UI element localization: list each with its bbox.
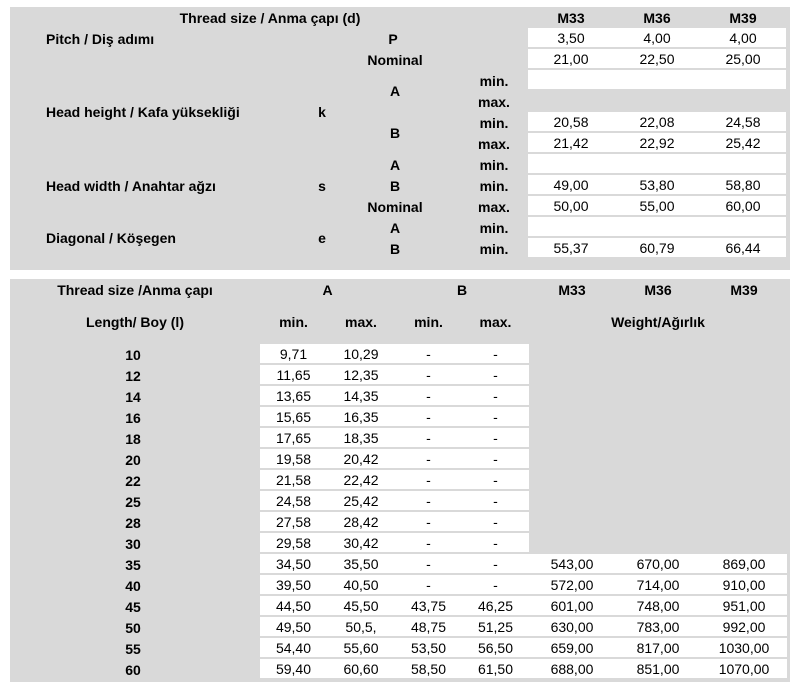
nominal-value: 25,00	[700, 49, 786, 70]
weight-cell	[701, 533, 787, 552]
empty-cell	[528, 154, 614, 175]
tolerance-cell: 43,75	[395, 596, 462, 615]
weight-cell: 748,00	[615, 596, 701, 615]
tolerance-cell: 25,42	[327, 491, 395, 510]
head-width-label: Head width / Anahtar ağzı	[46, 177, 216, 194]
tolerance-cell: 17,65	[260, 428, 327, 447]
tolerance-cell: -	[462, 344, 529, 363]
grade-a-label: A	[389, 219, 401, 236]
head-width-min: 53,80	[614, 175, 700, 196]
weight-cell	[615, 344, 701, 363]
tolerance-cell: 27,58	[260, 512, 327, 531]
weight-cell	[615, 470, 701, 489]
tolerance-cell: -	[395, 386, 462, 405]
size-header: M33	[558, 282, 586, 298]
weight-cell	[529, 491, 615, 510]
weight-cell	[615, 365, 701, 384]
grade-a-label: A	[389, 156, 401, 173]
empty-cell	[528, 70, 614, 91]
weight-cell: 783,00	[615, 617, 701, 636]
tolerance-cell: 59,40	[260, 659, 327, 678]
tolerance-cell: -	[395, 428, 462, 447]
tolerance-cell: -	[462, 407, 529, 426]
nominal-value: 22,50	[614, 49, 700, 70]
length-cell: 50	[125, 619, 141, 636]
tolerance-cell: 29,58	[260, 533, 327, 552]
weight-cell	[529, 449, 615, 468]
empty-cell	[614, 154, 700, 175]
length-cell: 20	[125, 451, 141, 468]
head-width-max: 60,00	[700, 196, 786, 217]
nominal-value: 21,00	[528, 49, 614, 70]
tolerance-cell: 28,42	[327, 512, 395, 531]
weight-cell: 869,00	[701, 554, 787, 573]
tolerance-cell: -	[395, 533, 462, 552]
max-label: max.	[478, 198, 510, 215]
tolerance-cell: -	[395, 449, 462, 468]
tolerance-cell: 49,50	[260, 617, 327, 636]
weight-cell	[529, 365, 615, 384]
tolerance-cell: -	[395, 344, 462, 363]
thread-size-label: Thread size /Anma çapı	[57, 282, 213, 298]
tolerance-cell: 10,29	[327, 344, 395, 363]
size-header: M36	[643, 9, 671, 26]
weight-cell	[529, 470, 615, 489]
weight-cell: 630,00	[529, 617, 615, 636]
tolerance-cell: 54,40	[260, 638, 327, 657]
size-header: M39	[730, 282, 758, 298]
tolerance-cell: 39,50	[260, 575, 327, 594]
grade-a-label: A	[389, 83, 401, 99]
tolerance-cell: -	[462, 575, 529, 594]
tolerance-cell: -	[395, 491, 462, 510]
size-header: M36	[644, 282, 672, 298]
max-label: max.	[478, 135, 510, 152]
length-cell: 16	[125, 409, 141, 426]
tolerance-cell: -	[395, 470, 462, 489]
weight-cell: 1030,00	[701, 638, 787, 657]
weight-cell	[701, 512, 787, 531]
length-cell: 30	[125, 535, 141, 552]
weight-cell	[529, 428, 615, 447]
weight-cell	[701, 344, 787, 363]
tolerance-cell: 40,50	[327, 575, 395, 594]
tolerance-cell: 15,65	[260, 407, 327, 426]
weight-cell	[701, 386, 787, 405]
grade-b-label: B	[389, 240, 401, 257]
tolerance-cell: -	[462, 554, 529, 573]
min-label: min.	[479, 156, 509, 173]
length-cell: 25	[125, 493, 141, 510]
tolerance-cell: 53,50	[395, 638, 462, 657]
min-max-header: min.	[414, 314, 443, 330]
tolerance-cell: -	[462, 470, 529, 489]
min-label: min.	[479, 72, 509, 89]
weight-cell: 688,00	[529, 659, 615, 678]
head-width-min: 49,00	[528, 175, 614, 196]
length-cell: 35	[125, 556, 141, 573]
tolerance-cell: -	[395, 575, 462, 594]
diagonal-value: 66,44	[700, 238, 786, 259]
weight-cell	[701, 365, 787, 384]
head-width-max: 50,00	[528, 196, 614, 217]
tolerance-cell: 21,58	[260, 470, 327, 489]
tolerance-cell: -	[395, 512, 462, 531]
weight-cell	[615, 512, 701, 531]
weight-cell: 1070,00	[701, 659, 787, 678]
grade-b-label: B	[389, 177, 401, 194]
tolerance-cell: 48,75	[395, 617, 462, 636]
tolerance-cell: 9,71	[260, 344, 327, 363]
diagonal-value: 60,79	[614, 238, 700, 259]
weight-cell	[615, 407, 701, 426]
pitch-label: Pitch / Diş adımı	[46, 30, 155, 47]
weight-cell: 714,00	[615, 575, 701, 594]
tolerance-cell: 45,50	[327, 596, 395, 615]
min-label: min.	[479, 177, 509, 194]
length-cell: 12	[125, 367, 141, 384]
tolerance-cell: 35,50	[327, 554, 395, 573]
tolerance-cell: -	[462, 386, 529, 405]
weight-cell	[701, 407, 787, 426]
weight-cell	[529, 386, 615, 405]
diagonal-symbol: e	[318, 230, 326, 246]
tolerance-cell: 20,42	[327, 449, 395, 468]
pitch-value: 4,00	[700, 28, 786, 49]
length-cell: 14	[125, 388, 141, 405]
weight-cell: 543,00	[529, 554, 615, 573]
empty-cell	[614, 70, 700, 91]
weight-cell	[529, 533, 615, 552]
head-width-min: 58,80	[700, 175, 786, 196]
min-label: min.	[479, 114, 509, 131]
tolerance-cell: 51,25	[462, 617, 529, 636]
tolerance-cell: -	[462, 512, 529, 531]
tolerance-cell: 24,58	[260, 491, 327, 510]
tolerance-cell: 55,60	[327, 638, 395, 657]
tolerance-cell: 60,60	[327, 659, 395, 678]
diagonal-label: Diagonal / Köşegen	[46, 230, 176, 246]
length-cell: 28	[125, 514, 141, 531]
empty-cell	[700, 217, 786, 238]
weight-cell	[701, 428, 787, 447]
min-label: min.	[479, 219, 509, 236]
group-b-header: B	[456, 282, 468, 298]
head-height-b-min: 24,58	[700, 112, 786, 133]
empty-cell	[700, 70, 786, 91]
empty-cell	[700, 154, 786, 175]
nominal-label: Nominal	[367, 51, 423, 68]
head-height-b-max: 22,92	[614, 133, 700, 154]
diagonal-value: 55,37	[528, 238, 614, 259]
weight-cell	[529, 344, 615, 363]
tolerance-cell: 34,50	[260, 554, 327, 573]
tolerance-cell: -	[462, 365, 529, 384]
head-height-b-max: 21,42	[528, 133, 614, 154]
weight-cell: 992,00	[701, 617, 787, 636]
head-width-symbol: s	[318, 177, 326, 194]
tolerance-cell: -	[462, 428, 529, 447]
tolerance-cell: 12,35	[327, 365, 395, 384]
min-label: min.	[479, 240, 509, 257]
tolerance-cell: 46,25	[462, 596, 529, 615]
head-width-max: 55,00	[614, 196, 700, 217]
tolerance-cell: 13,65	[260, 386, 327, 405]
tolerance-cell: 56,50	[462, 638, 529, 657]
weight-table	[10, 279, 790, 682]
empty-cell	[614, 217, 700, 238]
tolerance-cell: 58,50	[395, 659, 462, 678]
nominal-label: Nominal	[367, 198, 423, 215]
size-header: M39	[729, 9, 757, 26]
length-cell: 45	[125, 598, 141, 615]
weight-cell: 601,00	[529, 596, 615, 615]
tolerance-cell: -	[395, 365, 462, 384]
min-max-header: max.	[479, 314, 512, 330]
tolerance-cell: -	[395, 407, 462, 426]
head-height-b-min: 22,08	[614, 112, 700, 133]
length-cell: 22	[125, 472, 141, 489]
tolerance-cell: -	[395, 554, 462, 573]
weight-cell: 817,00	[615, 638, 701, 657]
tolerance-cell: 61,50	[462, 659, 529, 678]
length-cell: 10	[125, 346, 141, 363]
tolerance-cell: 11,65	[260, 365, 327, 384]
weight-cell	[615, 533, 701, 552]
weight-cell	[529, 407, 615, 426]
pitch-value: 3,50	[528, 28, 614, 49]
tolerance-cell: 19,58	[260, 449, 327, 468]
length-cell: 40	[125, 577, 141, 594]
tolerance-cell: -	[462, 533, 529, 552]
tolerance-cell: 18,35	[327, 428, 395, 447]
tolerance-cell: -	[462, 491, 529, 510]
weight-cell: 910,00	[701, 575, 787, 594]
tolerance-cell: 30,42	[327, 533, 395, 552]
tolerance-cell: -	[462, 449, 529, 468]
min-max-header: min.	[279, 314, 308, 330]
head-height-b-min: 20,58	[528, 112, 614, 133]
grade-b-label: B	[389, 125, 401, 141]
dimensions-table	[10, 7, 790, 270]
head-height-symbol: k	[318, 104, 326, 120]
tolerance-cell: 22,42	[327, 470, 395, 489]
thread-size-title: Thread size / Anma çapı (d)	[179, 9, 361, 26]
weight-cell: 572,00	[529, 575, 615, 594]
max-label: max.	[478, 93, 510, 110]
weight-cell	[615, 386, 701, 405]
weight-cell: 659,00	[529, 638, 615, 657]
empty-cell	[528, 217, 614, 238]
size-header: M33	[557, 9, 585, 26]
length-cell: 18	[125, 430, 141, 447]
min-max-header: max.	[345, 314, 377, 330]
pitch-value: 4,00	[614, 28, 700, 49]
weight-cell	[529, 512, 615, 531]
weight-header: Weight/Ağırlık	[611, 314, 705, 330]
weight-cell	[615, 449, 701, 468]
weight-cell	[701, 470, 787, 489]
weight-cell: 951,00	[701, 596, 787, 615]
tolerance-cell: 50,5,	[327, 617, 395, 636]
head-height-b-max: 25,42	[700, 133, 786, 154]
length-cell: 60	[125, 661, 141, 678]
tolerance-cell: 44,50	[260, 596, 327, 615]
weight-cell	[615, 428, 701, 447]
weight-cell	[701, 491, 787, 510]
length-cell: 55	[125, 640, 141, 657]
head-height-label: Head height / Kafa yüksekliği	[46, 104, 240, 120]
weight-cell	[701, 449, 787, 468]
pitch-symbol: P	[388, 30, 398, 47]
group-a-header: A	[322, 282, 333, 298]
weight-cell: 670,00	[615, 554, 701, 573]
tolerance-cell: 14,35	[327, 386, 395, 405]
length-header: Length/ Boy (l)	[86, 314, 184, 330]
weight-cell	[615, 491, 701, 510]
tolerance-cell: 16,35	[327, 407, 395, 426]
weight-cell: 851,00	[615, 659, 701, 678]
